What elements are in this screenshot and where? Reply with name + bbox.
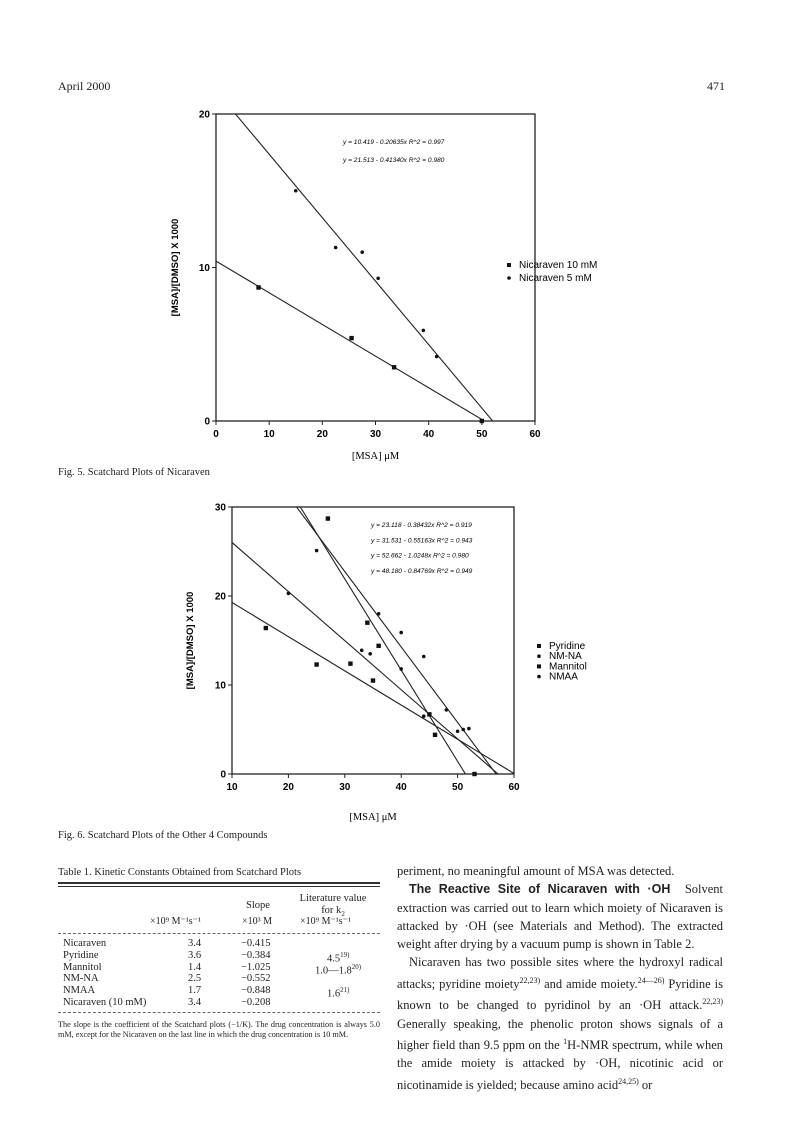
table1-title: Table 1. Kinetic Constants Obtained from Scatchard Plots <box>58 867 302 878</box>
legend-label: Pyridine <box>549 641 586 652</box>
legend-label: Nicaraven 10 mM <box>519 260 598 271</box>
table1-row <box>63 973 381 985</box>
legend-label: NMAA <box>549 671 578 683</box>
data-point-square <box>376 644 380 648</box>
y-tick-label: 10 <box>198 263 210 274</box>
x-axis-label: [MSA] μM <box>349 812 397 823</box>
table1-header-rule <box>58 933 380 934</box>
table1-cell-compound: Pyridine <box>63 949 99 961</box>
data-point-diamond <box>376 276 380 280</box>
page-number: 471 <box>707 79 725 93</box>
y-tick-label: 30 <box>214 502 226 514</box>
data-point-square <box>433 733 437 737</box>
section-heading: The Reactive Site of Nicaraven with ·OH <box>409 882 671 897</box>
regression-line <box>232 542 514 787</box>
regression-line <box>216 91 535 472</box>
y-tick-label: 20 <box>198 109 210 121</box>
legend-label: Nicaraven 5 mM <box>519 273 592 284</box>
legend-marker-diamond <box>537 675 541 679</box>
legend-marker-square <box>537 644 541 648</box>
fig6-scatchard-plot <box>185 397 587 853</box>
y-tick-label: 20 <box>214 591 226 603</box>
paragraph-reactive-site: The Reactive Site of Nicaraven with ·OH Solvent extraction was carried out to learn which moiety of Nicaraven is attacked by ·OH (see Materials and Method). The extracted weight after drying by a vacuum pump is shown in Table 2. <box>397 882 724 952</box>
regression-equation: y = 52.662 - 1.0248x R^2 = 0.980 <box>371 552 469 560</box>
data-point-square <box>392 365 396 369</box>
table1-unit-slope: ×10³ M <box>242 916 273 927</box>
table1-cell-k: 1.7 <box>188 985 202 997</box>
table1-cell-compound: Nicaraven (10 mM) <box>63 996 147 1008</box>
fig6-caption: Fig. 6. Scatchard Plots of the Other 4 Compounds <box>58 830 268 841</box>
table1-cell-literature: 1.0—1.8$^{20)}$ <box>315 962 362 977</box>
table1-row <box>63 938 381 950</box>
legend-label: NM-NA <box>549 651 582 663</box>
data-point-diamond <box>422 329 426 333</box>
table1-cell-compound: Nicaraven <box>63 938 107 949</box>
table1-top-rule-thin <box>58 886 380 887</box>
regression-line <box>232 421 514 798</box>
data-point-square <box>348 661 352 665</box>
table1-bottom-rule <box>58 1012 380 1013</box>
table1-cell-k: 3.4 <box>188 996 202 1008</box>
data-point-diamond <box>360 648 364 652</box>
y-axis-label: [MSA]/[DMSO] X 1000 <box>185 591 196 690</box>
table1-row <box>63 961 381 977</box>
x-tick-label: 60 <box>529 429 541 440</box>
data-point-diamond <box>461 728 465 732</box>
paragraph-possible-sites: Nicaraven has two possible sites where the hydroxyl radical attacks; pyridine moiety$^{22,23)}$ and amide moiety.$^{24—26)}$ Pyridine is known to be changed to pyridinol by an ·OH attack.$^{22,23)}$ Generally speaking, the phenolic proton shows signals of a higher field than 9.5 ppm on the $^1$H-NMR spectrum, while when the amide moiety is attacked by ·OH, nicotinic acid or nicotinamide is yielded; because amino acid$^{24,25)}$ or <box>397 955 723 1092</box>
data-point-square <box>326 516 330 520</box>
data-point-diamond <box>399 631 403 635</box>
table1-cell-k: 2.5 <box>188 973 202 985</box>
x-tick-label: 10 <box>263 429 275 440</box>
table1-unit-k: ×10⁹ M⁻¹s⁻¹ <box>150 916 201 927</box>
regression-equation: y = 21.513 - 0.41340x R^2 = 0.980 <box>343 157 445 164</box>
data-point-diamond <box>445 708 449 712</box>
regression-equation: y = 23.118 - 0.38432x R^2 = 0.919 <box>371 522 472 529</box>
data-point-diamond <box>456 729 460 733</box>
right-column-text <box>397 862 723 1094</box>
data-point-diamond <box>377 612 381 616</box>
regression-equation: y = 10.419 - 0.20635x R^2 = 0.997 <box>343 139 445 146</box>
table1-cell-literature: 1.6$^{21)}$ <box>327 986 350 1000</box>
data-point-diamond <box>315 549 319 553</box>
table1-cell-compound: Mannitol <box>63 961 102 973</box>
table1-cell-slope: −0.208 <box>241 996 271 1008</box>
regression-line <box>232 397 514 853</box>
data-point-diamond <box>467 727 471 731</box>
data-point-square <box>480 419 484 423</box>
regression-line <box>232 602 514 773</box>
data-point-square <box>256 285 260 289</box>
data-point-diamond <box>422 714 426 718</box>
data-point-square <box>349 336 353 340</box>
table1-cell-compound: NM-NA <box>63 973 99 985</box>
table1-top-rule <box>58 882 380 884</box>
x-tick-label: 20 <box>282 782 294 793</box>
table1-cell-k: 3.4 <box>188 938 202 949</box>
legend-marker-square <box>507 263 511 267</box>
fig5-scatchard-plot <box>170 91 597 472</box>
table1-row <box>63 949 381 965</box>
table1-row <box>63 997 381 1009</box>
table1-cell-k: 1.4 <box>188 961 202 973</box>
x-tick-label: 50 <box>476 429 488 440</box>
data-point-square <box>427 712 431 716</box>
table1-cell-slope: −0.848 <box>241 985 271 997</box>
x-tick-label: 50 <box>452 782 464 793</box>
table1-cell-k: 3.6 <box>188 949 202 961</box>
table1-note: The slope is the coefficient of the Scatchard plots (−1/K). The drug concentration is always 5.0 mM, except for the Nicaraven on the last line in which the drug concentration is 10 mM. <box>58 1020 380 1039</box>
table1-row <box>63 985 381 1000</box>
legend-label: Mannitol <box>549 661 587 673</box>
data-point-square <box>365 621 369 625</box>
table1-cell-compound: NMAA <box>63 985 96 997</box>
x-tick-label: 30 <box>339 782 351 793</box>
y-axis-label: [MSA]/[DMSO] X 1000 <box>170 218 181 317</box>
fig5-caption: Fig. 5. Scatchard Plots of Nicaraven <box>58 467 210 478</box>
x-tick-label: 40 <box>423 429 435 440</box>
table1-unit-literature: ×10⁹ M⁻¹s⁻¹ <box>300 916 351 927</box>
x-tick-label: 10 <box>226 782 238 793</box>
regression-equation: y = 48.180 - 0.84769x R^2 = 0.949 <box>371 567 473 575</box>
data-point-square <box>472 772 476 776</box>
data-point-diamond <box>294 189 298 193</box>
data-point-square <box>314 662 318 666</box>
data-point-diamond <box>399 667 403 671</box>
table1-cell-slope: −0.415 <box>241 938 271 949</box>
data-point-diamond <box>368 652 372 656</box>
data-point-diamond <box>287 592 291 596</box>
x-tick-label: 0 <box>213 429 219 440</box>
table1-col-literature-line2: for $k_2$ <box>321 905 345 919</box>
x-tick-label: 20 <box>316 429 328 440</box>
x-axis-label: [MSA] μM <box>351 451 400 462</box>
y-tick-label: 0 <box>220 769 226 781</box>
x-tick-label: 40 <box>395 782 407 793</box>
x-tick-label: 30 <box>369 429 382 440</box>
data-point-square <box>264 626 268 630</box>
y-tick-label: 10 <box>214 680 226 692</box>
data-point-diamond <box>422 655 426 659</box>
paragraph-continuation: periment, no meaningful amount of MSA was detected. <box>397 864 675 878</box>
legend-marker-diamond <box>507 276 511 280</box>
x-tick-label: 60 <box>508 782 520 793</box>
table1-col-literature-line1: Literature value <box>299 893 367 904</box>
table1-cell-slope: −1.025 <box>241 961 271 973</box>
plot-frame <box>232 507 514 774</box>
table1-cell-slope: −0.384 <box>241 949 271 961</box>
regression-equation: y = 31.531 - 0.55163x R^2 = 0.943 <box>371 537 473 545</box>
data-point-square <box>371 678 375 682</box>
running-header-date: April 2000 <box>58 79 111 93</box>
y-tick-label: 0 <box>204 416 210 428</box>
legend-marker-diamond <box>537 654 541 658</box>
table1-cell-literature: 4.5$^{19)}$ <box>327 950 350 965</box>
data-point-diamond <box>360 250 364 254</box>
data-point-diamond <box>435 355 439 359</box>
data-point-diamond <box>334 246 338 250</box>
table1-cell-slope: −0.552 <box>241 973 271 985</box>
table1-body <box>63 938 381 1009</box>
legend-marker-square <box>537 664 541 668</box>
table1-col-slope: Slope <box>246 900 270 911</box>
